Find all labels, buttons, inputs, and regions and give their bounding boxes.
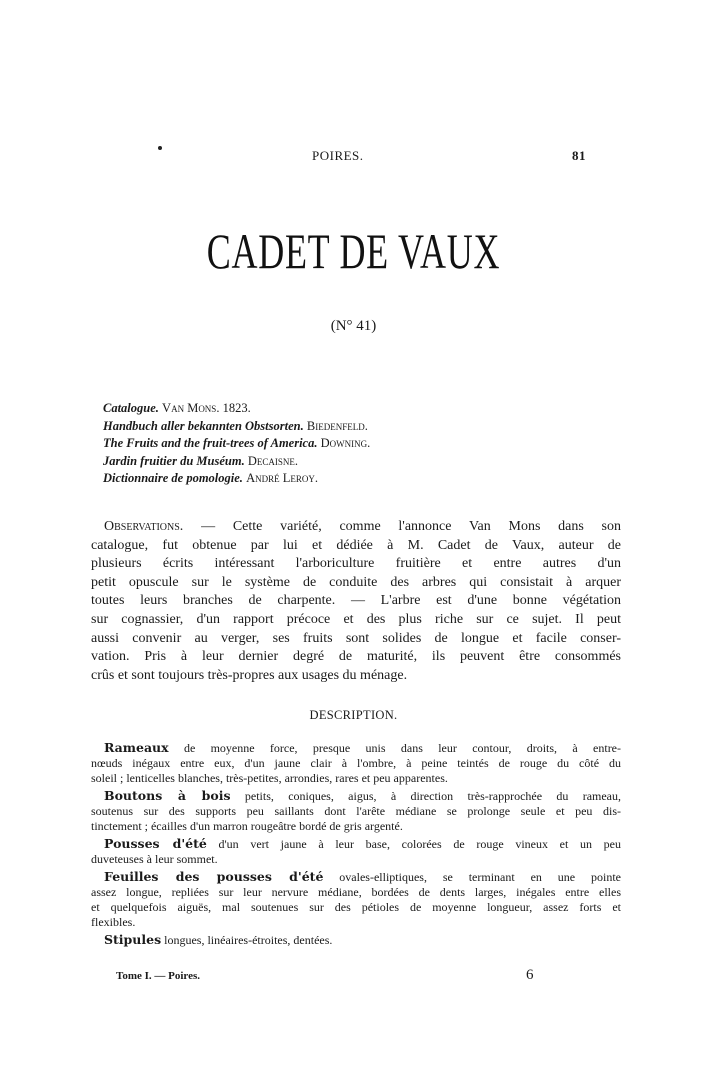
page-number: 81 <box>572 148 586 163</box>
observations <box>91 518 621 685</box>
description-line <box>91 900 621 915</box>
observation-line <box>91 592 621 611</box>
observation-line <box>91 555 621 574</box>
observation-text: petit opuscule sur le système de conduite des arbres qui consistait à arquer <box>91 574 621 590</box>
description-term: Rameaux <box>104 740 169 755</box>
description-heading: DESCRIPTION. <box>309 708 398 722</box>
description-line <box>91 819 621 834</box>
signature-mark: 6 <box>526 967 534 983</box>
reference-work: Catalogue. <box>103 401 159 415</box>
description-line <box>91 756 621 771</box>
observations-label: Observations. <box>104 519 184 534</box>
description-text: et quelquefois aiguës, mal soutenues sur des pétioles de moyenne longueur, assez forts et <box>91 900 621 914</box>
reference-item <box>103 400 370 418</box>
description-term: Boutons à bois <box>104 788 231 803</box>
description-paragraph <box>91 788 621 834</box>
description-line <box>91 771 621 786</box>
description-term: Feuilles des pousses d'été <box>104 869 324 884</box>
description-paragraph <box>91 869 621 930</box>
observation-line <box>91 667 621 686</box>
description-text: duveteuses à leur sommet. <box>91 852 218 866</box>
page-title: CADET DE VAUX <box>206 223 501 279</box>
reference-author: André Leroy. <box>246 471 318 486</box>
description-term: Stipules <box>104 932 162 947</box>
description-paragraph <box>91 932 621 948</box>
description-text: ovales-elliptiques, se terminant en une pointe <box>339 870 622 884</box>
reference-author: Downing. <box>320 436 371 451</box>
running-head-title: POIRES. <box>312 148 364 163</box>
reference-item <box>103 453 370 471</box>
description-text: nœuds inégaux entre eux, d'un jaune clair à l'ombre, à peine teintés de rouge du côté du <box>91 756 621 770</box>
description-line <box>91 915 621 930</box>
description-line <box>91 788 621 804</box>
reference-author: Biedenfeld. <box>306 418 368 433</box>
description-text: soleil ; lenticelles blanches, très-petites, arrondies, rares et peu apparentes. <box>91 771 448 785</box>
reference-item <box>103 470 370 488</box>
reference-item <box>103 418 370 436</box>
observation-line <box>91 537 621 556</box>
observation-line <box>91 518 621 537</box>
description-text: petits, coniques, aigus, à direction très-rapprochée du rameau, <box>244 789 622 803</box>
ink-speck <box>158 146 162 150</box>
reference-work: Jardin fruitier du Muséum. <box>103 453 245 468</box>
description-text: de moyenne force, presque unis dans leur contour, droits, à entre- <box>183 741 622 755</box>
observation-line <box>91 648 621 667</box>
description-text: d'un vert jaune à leur base, colorées de rouge vineux et un peu <box>218 837 622 851</box>
description-text: flexibles. <box>91 915 136 929</box>
reference-work: Dictionnaire de pomologie. <box>103 471 243 486</box>
reference-author: Van Mons. 1823. <box>162 401 251 415</box>
observation-text: toutes leurs branches de charpente. — L'arbre est d'une bonne végétation <box>91 593 621 609</box>
observation-text: catalogue, fut obtenue par lui et dédiée à M. Cadet de Vaux, auteur de <box>91 537 621 553</box>
description-line <box>91 740 621 756</box>
observation-line <box>91 574 621 593</box>
description-text: assez longue, repliées sur leur nervure médiane, bordées de dents larges, inégales entre elles <box>91 885 621 899</box>
observation-line <box>91 630 621 649</box>
description-paragraph <box>91 740 621 786</box>
description <box>91 740 621 950</box>
reference-item <box>103 435 370 453</box>
observation-text: plusieurs écrits intéressant l'arboriculture fruitière et entre autres d'un <box>91 556 621 572</box>
references <box>103 400 370 488</box>
description-line <box>91 852 621 867</box>
description-line <box>91 885 621 900</box>
observation-text: aussi convenir au verger, ses fruits sont solides de longue et facile conser- <box>91 630 621 646</box>
description-line <box>91 869 621 885</box>
observation-line <box>91 611 621 630</box>
description-text: longues, linéaires-étroites, dentées. <box>164 933 333 947</box>
reference-author: Decaisne. <box>247 453 298 468</box>
description-line <box>91 836 621 852</box>
description-term: Pousses d'été <box>104 836 207 851</box>
description-line <box>91 932 621 948</box>
description-paragraph <box>91 836 621 867</box>
observation-text: — Cette variété, comme l'annonce Van Mons dans son <box>201 519 622 534</box>
observation-text: vation. Pris à leur dernier degré de maturité, ils peuvent être consommés <box>91 649 621 665</box>
volume-label: Tome I. — Poires. <box>116 970 201 982</box>
observation-text: sur cognassier, d'un rapport précoce et des plus riche sur ce sujet. Il peut <box>91 611 621 627</box>
description-text: soutenus sur des supports peu saillants dont l'arête médiane se prolonge seule et peu dis- <box>91 804 621 818</box>
reference-work: Handbuch aller bekannten Obstsorten. <box>103 418 304 433</box>
variety-number: (N° 41) <box>330 318 377 334</box>
description-text: tinctement ; écailles d'un marron rougeâtre bordé de gris argenté. <box>91 819 403 833</box>
description-line <box>91 804 621 819</box>
reference-work: The Fruits and the fruit-trees of America. <box>103 436 318 451</box>
observation-text: crûs et sont toujours très-propres aux usages du ménage. <box>91 667 408 683</box>
